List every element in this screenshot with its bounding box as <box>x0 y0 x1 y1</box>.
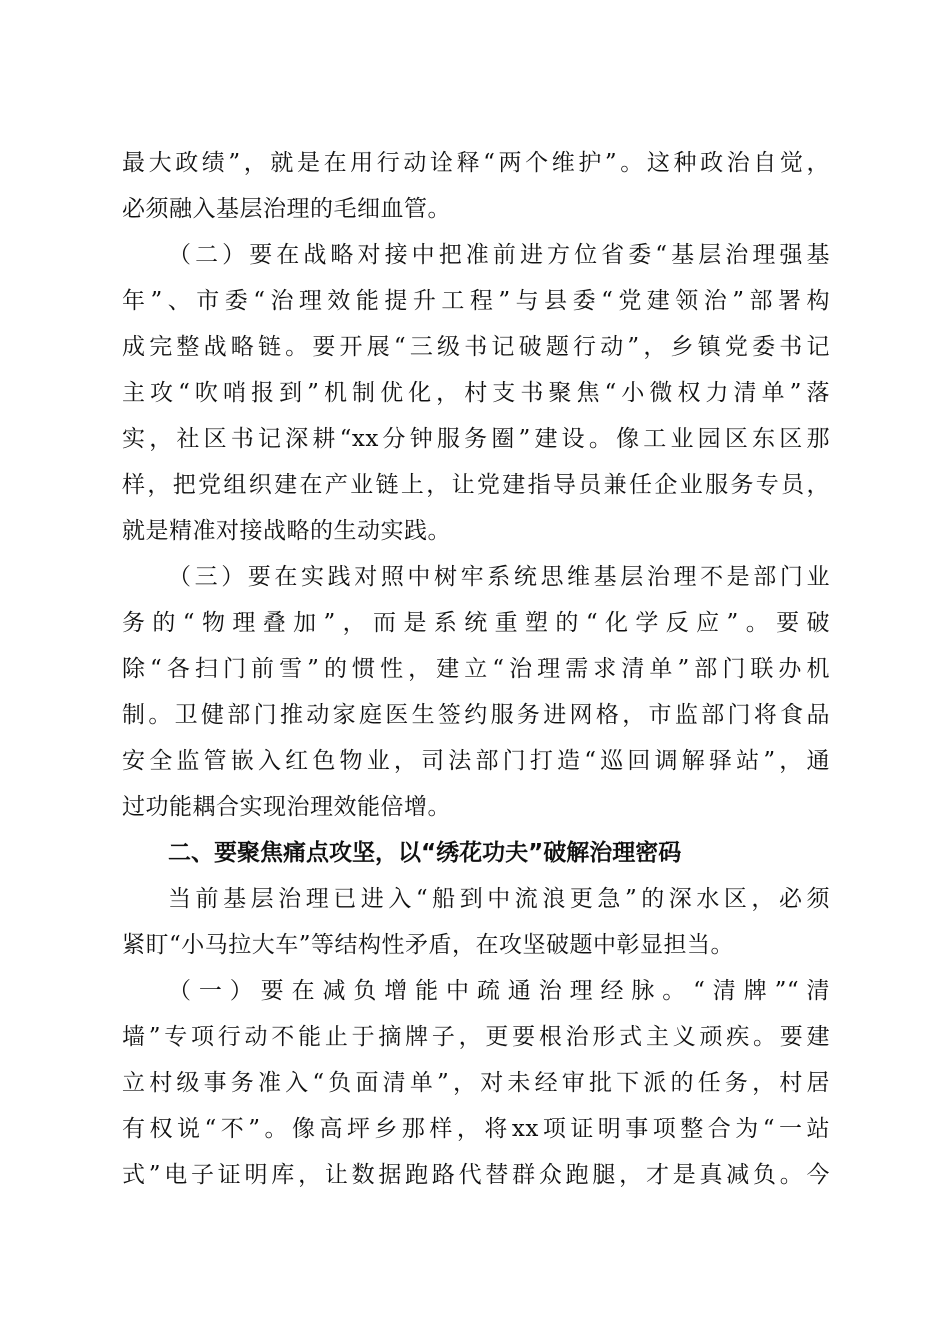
text-line: 成完整战略链。要开展“三级书记破题行动”，乡镇党委书记 <box>122 334 830 360</box>
text-line: 式”电子证明库，让数据跑路代替群众跑腿，才是真减负。今 <box>122 1162 830 1188</box>
text-line: 样，把党组织建在产业链上，让党建指导员兼任企业服务专员， <box>122 472 830 498</box>
text-line: （二）要在战略对接中把准前进方位省委“基层治理强基 <box>168 242 830 268</box>
text-line: 除“各扫门前雪”的惯性，建立“治理需求清单”部门联办机 <box>122 656 830 682</box>
text-line: （三）要在实践对照中树牢系统思维基层治理不是部门业 <box>168 564 830 590</box>
text-line: （一）要在减负增能中疏通治理经脉。“清牌”“清 <box>168 978 830 1004</box>
text-line: 主攻“吹哨报到”机制优化，村支书聚焦“小微权力清单”落 <box>122 380 830 406</box>
text-line: 有权说“不”。像高坪乡那样，将xx项证明事项整合为“一站 <box>122 1116 830 1142</box>
text-line: 最大政绩”，就是在用行动诠释“两个维护”。这种政治自觉， <box>122 150 830 176</box>
text-line: 过功能耦合实现治理效能倍增。 <box>122 794 451 820</box>
text-line: 制。卫健部门推动家庭医生签约服务进网格，市监部门将食品 <box>122 702 830 728</box>
text-line: 务的“物理叠加”，而是系统重塑的“化学反应”。要破 <box>122 610 830 636</box>
text-line: 实，社区书记深耕“xx分钟服务圈”建设。像工业园区东区那 <box>122 426 830 452</box>
text-line: 安全监管嵌入红色物业，司法部门打造“巡回调解驿站”，通 <box>122 748 830 774</box>
text-line: 紧盯“小马拉大车”等结构性矛盾，在攻坚破题中彰显担当。 <box>122 932 735 958</box>
section-heading: 二、要聚焦痛点攻坚，以“绣花功夫”破解治理密码 <box>168 840 682 866</box>
text-line: 当前基层治理已进入“船到中流浪更急”的深水区，必须 <box>168 886 830 912</box>
text-line: 就是精准对接战略的生动实践。 <box>122 518 451 544</box>
text-line: 立村级事务准入“负面清单”，对未经审批下派的任务，村居 <box>122 1070 830 1096</box>
text-line: 年”、市委“治理效能提升工程”与县委“党建领治”部署构 <box>122 288 830 314</box>
text-line: 必须融入基层治理的毛细血管。 <box>122 196 451 222</box>
text-line: 墙”专项行动不能止于摘牌子，更要根治形式主义顽疾。要建 <box>122 1024 830 1050</box>
